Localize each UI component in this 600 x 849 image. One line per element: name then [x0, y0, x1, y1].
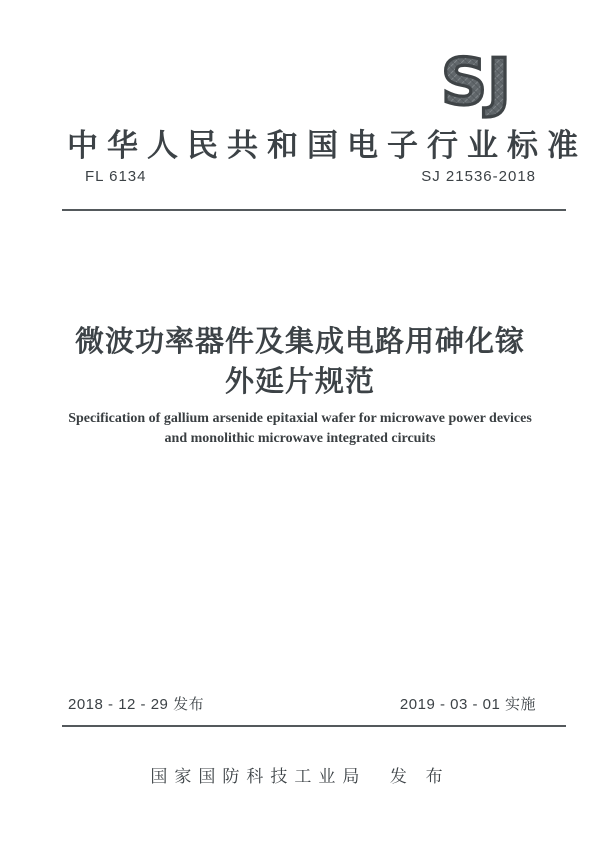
bottom-divider — [62, 725, 566, 727]
title-chinese-line2: 外延片规范 — [224, 366, 375, 398]
standard-number: SJ 21536-2018 — [421, 168, 536, 185]
title-chinese-line1: 微波功率器件及集成电路用砷化镓 — [74, 326, 525, 358]
title-english-line1: Specification of gallium arsenide epitaxial wafer for microwave power devices — [68, 411, 532, 426]
classification-code: FL 6134 — [85, 168, 147, 185]
title-english-line2: and monolithic microwave integrated circuits — [164, 431, 436, 446]
publisher: 国家国防科技工业局 发 布 — [150, 767, 450, 786]
date-row — [68, 693, 536, 714]
standard-heading: 中华人民共和国电子行业标准 — [67, 128, 587, 163]
sj-logo — [420, 40, 532, 120]
title-chinese — [0, 322, 600, 402]
title-english — [0, 409, 600, 449]
issue-date: 2018 - 12 - 29 发布 — [68, 696, 205, 713]
code-row — [85, 168, 536, 185]
implementation-date: 2019 - 03 - 01 实施 — [399, 696, 536, 713]
top-divider — [62, 209, 566, 211]
logo-text: SJ — [441, 46, 511, 120]
